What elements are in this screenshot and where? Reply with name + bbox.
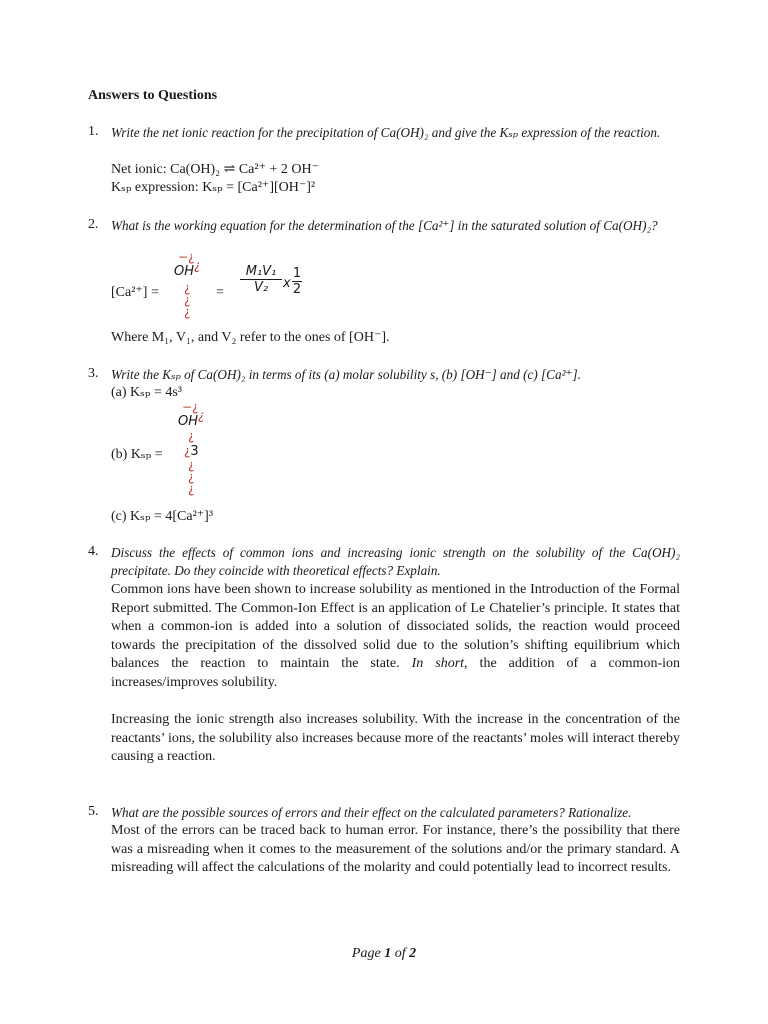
q1-number: 1. [88,124,99,139]
q5-question: What are the possible sources of errors and their effect on the calculated parameters? Rationalize. [111,805,632,820]
q3-number: 3. [88,366,99,381]
q2-broken-glyph-1: ¿ [184,281,191,295]
q1-ksp-equation: Kₛₚ = [Ca²⁺][OH⁻]² [202,180,316,195]
q2-numerator: M₁V₁ [245,264,277,279]
q3-broken-glyph-3: ¿ [188,458,195,472]
q2-times: x [283,276,291,291]
q5-paragraph-1: Most of the errors can be traced back to human error. For instance, there’s the possibility that there was a misreading when it comes to the measurement of the solutions and/or the primary standard. A misreading will affect the calculations of the molarity and could potentially lead to incorrect results. [111,823,680,875]
q4-p1-before: Common ions have been shown to increase solubility as mentioned in the Introduction of the Formal Report submitted. The Common-Ion Effect is an application of Le Chatelier’s principle. It states that when a common-ion is added into a solution of dissociated solids, the reaction would proceed towards the precipitation of the dissolved solid due to the solution’s shifting equilibrium which balances the reaction to maintain the state. [111,582,680,671]
q4-number: 4. [88,544,99,559]
q3-part-c: (c) Kₛₚ = 4[Ca²⁺]³ [111,509,214,524]
q2-oh-text: OH [174,264,195,279]
q4-p1-after: , the addition of a common-ion increases/improves solubility. [111,656,680,690]
q3-broken-glyph-1: ¿ [188,429,195,443]
q2-oh-symbol [174,258,201,279]
q3-question: Write the Kₛₚ of Ca(OH)₂ in terms of its (a) molar solubility s, (b) [OH⁻] and (c) [Ca²⁺]. [111,367,581,382]
q3-part-b: (b) Kₛₚ = [111,447,163,462]
q4-paragraph-2: Increasing the ionic strength also increases solubility. With the increase in the concentration of the reactants’ ions, the solubility also increases because more of the reactants’ moles will interact thereby causing a reaction. [111,712,680,764]
q3-oh-sup-glyph: ¿ [198,408,205,423]
q5-number: 5. [88,804,99,819]
q1-net-ionic-equation: Ca(OH)₂ ⇌ Ca²⁺ + 2 OH⁻ [170,162,319,177]
q3-broken-neg-glyph: −¿ [182,400,199,414]
footer-page-number: 1 [384,946,392,961]
q2-broken-glyph-3: ¿ [184,305,191,319]
q2-broken-glyph-2: ¿ [184,293,191,307]
q2-where-note: Where M₁, V₁, and V₂ refer to the ones of [OH⁻]. [111,330,390,345]
q1-ksp-label: Kₛₚ expression: [111,180,203,195]
q4-question: Discuss the effects of common ions and increasing ionic strength on the solubility of the Ca(OH)₂ precipitate. Do they coincide with theoretical effects? Explain. [111,545,680,578]
q2-question: What is the working equation for the determination of the [Ca²⁺] in the saturated solution of Ca(OH)₂? [111,218,658,233]
q4-paragraph-1 [111,581,680,692]
q3-b-three: 3 [190,444,199,459]
footer-page-total: 2 [409,946,417,961]
q2-half-fraction [292,266,302,297]
q2-oh-sup-glyph: ¿ [194,258,201,273]
q2-denominator: V₂ [240,279,282,295]
q2-number: 2. [88,217,99,232]
q3-broken-glyph-4: ¿ [188,470,195,484]
q3-oh-symbol [178,408,205,429]
q2-half-den: 2 [292,282,302,297]
q1-net-ionic-label: Net ionic: [111,162,171,177]
q3-broken-glyph-5: ¿ [188,482,195,496]
section-heading: Answers to Questions [88,88,218,103]
q1-ksp-expression [111,179,315,197]
page-footer [0,946,768,962]
q4-p1-italic: In short [411,656,465,671]
q1-net-ionic [111,161,319,179]
footer-of-word: of [391,946,410,961]
q3-oh-text: OH [178,414,199,429]
footer-page-word: Page [351,946,385,961]
q2-lhs: [Ca²⁺] = [111,285,159,300]
q2-broken-neg-glyph: −¿ [178,250,195,264]
q3-part-a: (a) Kₛₚ = 4s³ [111,385,183,400]
q3-broken-glyph-2: ¿ [184,444,191,458]
q2-main-fraction [240,264,282,295]
q2-half-num: 1 [292,266,302,281]
q2-equals: = [216,285,224,300]
q1-question: Write the net ionic reaction for the precipitation of Ca(OH)₂ and give the Kₛₚ expression of the reaction. [111,125,661,140]
